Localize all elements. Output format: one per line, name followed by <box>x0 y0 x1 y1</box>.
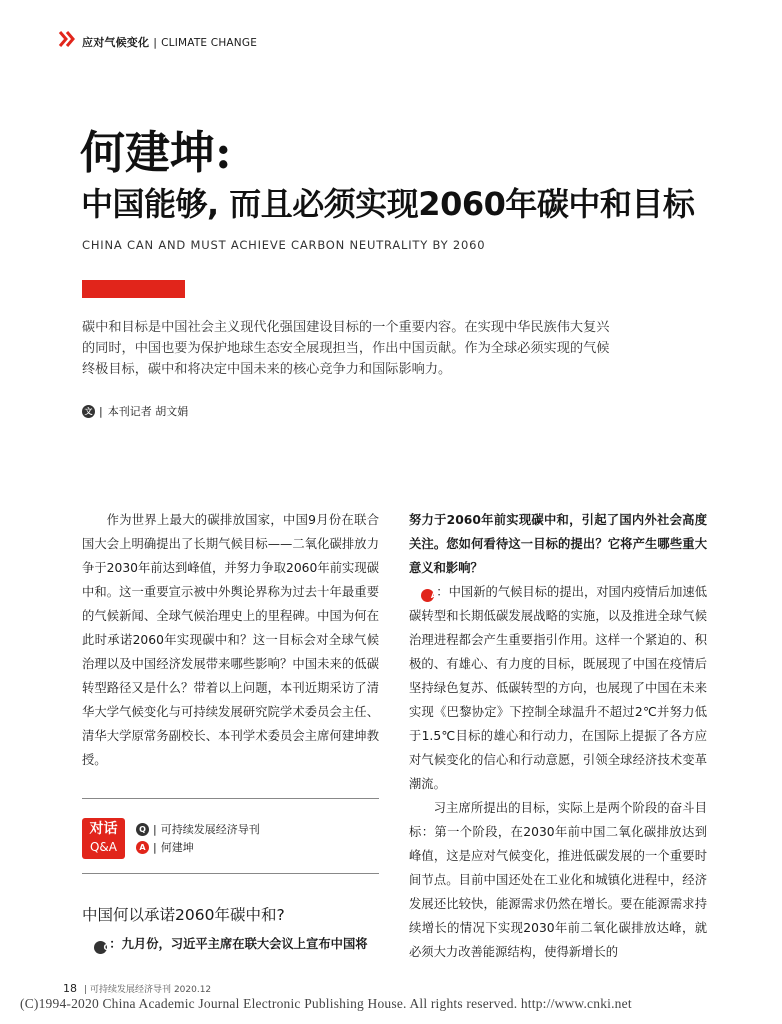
page-number: 18 <box>63 982 77 995</box>
byline-text: 本刊记者 胡文娟 <box>107 405 189 418</box>
section-subheading: 中国何以承诺2060年碳中和? <box>82 906 285 924</box>
question-1-start <box>82 932 382 956</box>
qa-answer-label: 何建坤 <box>160 841 194 854</box>
section-tag <box>82 34 257 50</box>
answer-badge-icon: A <box>136 841 149 854</box>
qa-question-label: 可持续发展经济导刊 <box>160 823 260 836</box>
right-column <box>409 508 707 964</box>
qa-separator: | <box>153 822 157 836</box>
qa-answer-legend <box>136 839 194 855</box>
qa-separator: | <box>153 840 157 854</box>
byline-separator: | <box>99 404 103 418</box>
qa-badge-en: Q&A <box>89 840 117 854</box>
article-intro: 碳中和目标是中国社会主义现代化强国建设目标的一个重要内容。在实现中华民族伟大复兴的同时，中国也要为保护地球生态安全展现担当，作出中国贡献。作为全球必须实现的气候终极目标，碳中和将决定中国未来的核心竞争力和国际影响力。 <box>82 320 610 377</box>
double-chevron-icon <box>58 30 76 48</box>
footer-separator: | <box>84 985 88 995</box>
article-title-name: 何建坤: <box>80 126 232 179</box>
section-name-cn: 应对气候变化 <box>82 36 150 49</box>
answer-1-text: ：中国新的气候目标的提出，对国内疫情后加速低碳转型和长期低碳发展战略的实施，以及推进全球气候治理进程都会产生重要指引作用。这样一个紧迫的、积极的、有雄心、有力度的目标，既展现了中国在疫情后坚持绿色复苏、低碳转型的方向，也展现了中国在未来实现《巴黎协定》下控制全球温升不超过2℃并努力低于1.5℃目标的雄心和行动力，在国际上提振了各方应对气候变化的信心和行动意愿，引领全球经济技术变革潮流。 <box>409 585 707 791</box>
question-1-continued: 努力于2060年前实现碳中和，引起了国内外社会高度关注。您如何看待这一目标的提出？它将产生哪些重大意义和影响？ <box>409 513 707 575</box>
article-title: 中国能够, 而且必须实现2060年碳中和目标 <box>81 185 695 223</box>
answer-badge-icon: A <box>421 589 434 602</box>
qa-bottom-rule <box>82 873 379 874</box>
footer-journal: 可持续发展经济导刊 <box>90 985 172 995</box>
left-column <box>82 508 379 772</box>
question-badge-icon: Q <box>136 823 149 836</box>
footer-issue: 2020.12 <box>173 985 212 995</box>
qa-question-legend <box>136 821 260 837</box>
answer-2-paragraph: 习主席所提出的目标，实际上是两个阶段的奋斗目标：第一个阶段，在2030年前中国二氧化碳排放达到峰值，这是应对气候变化，推进低碳发展的一个重要时间节点。目前中国还处在工业化和城镇化进程中，经济发展还比较快，能源需求仍然在增长。要在能源需求持续增长的情况下实现2030年前二氧化碳排放达峰，就必须大力改善能源结构，使得新增长的 <box>409 801 707 959</box>
qa-badge-cn: 对话 <box>89 821 118 837</box>
article-title-english: CHINA CAN AND MUST ACHIEVE CARBON NEUTRALITY BY 2060 <box>82 238 486 252</box>
question-badge-icon: Q <box>94 941 107 954</box>
author-badge-icon: 文 <box>82 405 95 418</box>
accent-bar <box>82 280 185 298</box>
qa-badge <box>82 818 125 859</box>
question-1-text: ：九月份，习近平主席在联大会议上宣布中国将 <box>109 937 368 951</box>
page-footer <box>63 982 211 995</box>
section-name-en: CLIMATE CHANGE <box>161 37 258 49</box>
lead-paragraph: 作为世界上最大的碳排放国家，中国9月份在联合国大会上明确提出了长期气候目标——二氧化碳排放力争于2030年前达到峰值，并努力争取2060年前实现碳中和。这一重要宣示被中外舆论界称为过去十年最重要的气候新闻、全球气候治理史上的里程碑。中国为何在此时承诺2060年实现碳中和？这一目标会对全球气候治理以及中国经济发展带来哪些影响？中国未来的低碳转型路径又是什么？带着以上问题，本刊近期采访了清华大学气候变化与可持续发展研究院学术委员会主任、清华大学原常务副校长、本刊学术委员会主席何建坤教授。 <box>82 513 379 767</box>
section-separator: | <box>153 36 158 49</box>
copyright-notice: (C)1994-2020 China Academic Journal Electronic Publishing House. All rights reserved. http://www.cnki.net <box>20 996 632 1011</box>
answer-1-paragraph <box>409 580 707 796</box>
byline <box>82 403 188 419</box>
qa-top-rule <box>82 798 379 799</box>
